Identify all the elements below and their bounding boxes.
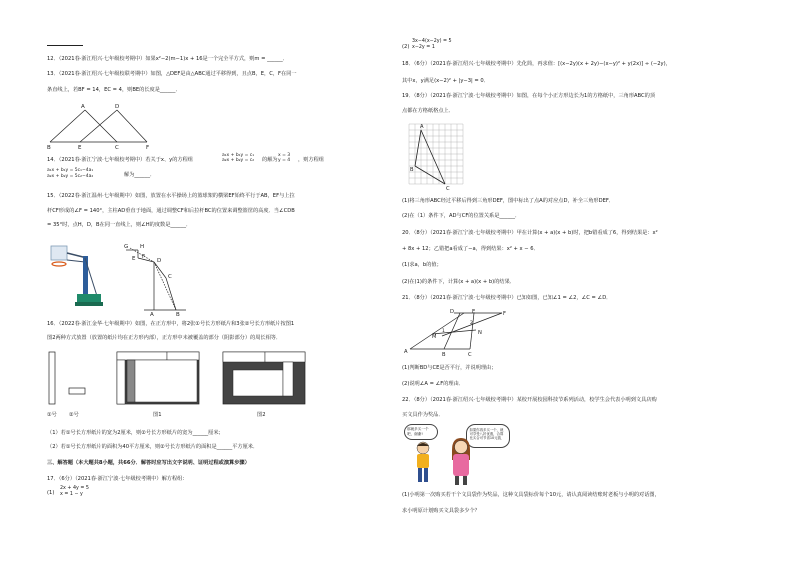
- fig15-label-C: C: [168, 274, 172, 280]
- blank-line: [47, 40, 83, 49]
- question-16-line2: 图2两种方式放置（放置的纸片均在正方形内部），正方形中未被覆盖的部分（阴影部分）的周长相等．: [47, 335, 282, 341]
- question-22-line1: 22．（8分）（2021春·浙江绍兴·七年级校考期中）某校开展校园科技节系列活动，校学生会代表小明到文具店购: [402, 397, 657, 403]
- fig21-label-B: B: [442, 352, 446, 358]
- figure-19-grid: [404, 120, 466, 192]
- dialogue-illustration: [404, 424, 512, 486]
- question-16-part1: （1）若①号长方形纸片的宽为2厘米，则②号长方形纸片的宽为______厘米；: [47, 430, 224, 436]
- shopkeeper-figure: [448, 436, 474, 486]
- question-14-line1: [47, 157, 193, 164]
- q14-solution: [278, 153, 290, 163]
- fig15-label-A: A: [150, 312, 154, 316]
- q17-2-eq2: x−2y = 1: [412, 45, 435, 50]
- fig13-label-D: D: [115, 104, 120, 110]
- figure-21-geometry: [402, 308, 514, 358]
- fig15-label-G: G: [124, 244, 129, 250]
- q14-sys1-eq2: a₂x + b₂y = c₂: [222, 158, 255, 163]
- fig21-label-D: D: [450, 309, 454, 315]
- q14-text-b: 的解为: [262, 157, 278, 163]
- q17-part1-number: (1): [47, 490, 55, 496]
- q14-system1: [222, 153, 254, 163]
- fig15-label-F: F: [142, 254, 146, 260]
- fig15-label-D: D: [157, 258, 162, 264]
- fig15-label-H: H: [140, 244, 145, 250]
- question-19-part1: (1)将三角形ABC经过平移后得到三角形DEF，图中标出了点A的对应点D，补全三角形DEF．: [402, 198, 615, 204]
- q14-text-c: ，则方程组: [298, 157, 324, 163]
- fig19-label-C: C: [446, 186, 450, 192]
- q14-sys2-eq2: a₂x + b₂y = 5c₂−4a₂: [47, 173, 94, 179]
- q14-text-a: 14．（2021春·浙江宁波·七年级校考期中）若关于x、y的方程组: [47, 157, 193, 163]
- question-16-line1: 16．（2022春·浙江金华·七年级期中）如图，在正方形中，将2张①号长方形纸片和3张②号长方形纸片按图1: [47, 321, 295, 327]
- question-16-part2: （2）若①号长方形纸片的面积为40平方厘米，则②号长方形纸片的面积是______平方厘米．: [47, 444, 259, 450]
- question-19-line1: 19．（8分）（2021春·浙江宁波·七年级校考期中）如图，在每个小正方形边长为1的方格纸中，三角形ABC的顶: [402, 93, 656, 99]
- question-20-part1: (1)求a，b的值；: [402, 262, 442, 268]
- question-22-line2: 买文具作为奖品．: [402, 412, 444, 418]
- q14-sol-y: y = 4: [278, 158, 291, 163]
- q17-eq2: x = 1 − y: [60, 492, 83, 497]
- question-15-line1: 15．（2022春·浙江温州·七年级期中）如图，放置在水平操场上的篮球架的横梁EF始终平行于AB，EF与上拉: [47, 193, 295, 199]
- figure-16-rectangles: [47, 348, 312, 424]
- question-21: 21．（8分）（2021春·浙江宁波·七年级校考期中）已知如图，已知∠1 = ∠2，∠C = ∠D．: [402, 295, 612, 301]
- question-15-line3: = 35°时，点H，D，B在同一直线上，则∠H的度数是______．: [47, 222, 192, 228]
- speech-bubble-shopkeeper: 如果你再多买一个，就可享受八折优惠，合算比买合可节省10元钱．: [466, 424, 510, 448]
- fig21-label-E: E: [472, 309, 476, 315]
- figure-15-geometry: [114, 240, 194, 316]
- fig16-label-one: ①号: [47, 412, 57, 418]
- question-15-line2: 杆CF形成的∠F = 140°，主柱AD垂直于地面，通过调整CF和后拉杆BC的位置来调整篮筐的高度．当∠CDB: [47, 208, 295, 214]
- question-20-line1: 20．（8分）（2021春·浙江宁波·七年级校考期中）甲在计算(x + a)(x + b)时，把b错看成了6，得到结果是：x²: [402, 230, 658, 236]
- question-21-part1: (1)判断BD与CE是否平行，并说明理由；: [402, 365, 497, 371]
- question-12: 12．（2021春·浙江绍兴·七年级校考期中）如果x²−2(m−1)x + 16是一个完全平方式，则m = ______．: [47, 56, 288, 62]
- fig21-label-2: 2: [470, 321, 473, 326]
- fig16-label-two: ②号: [69, 412, 79, 418]
- question-13-line1: 13．（2021春·浙江绍兴·七年级校联考期中）如图，△DEF是由△ABC通过平移得到，且点B，E，C，F在同一: [47, 71, 297, 77]
- question-20-line2: + 8x + 12；乙错把a看成了−a，得到结果：x² + x − 6．: [402, 246, 539, 252]
- fig13-label-C: C: [115, 145, 119, 150]
- fig16-figure2: [223, 352, 305, 418]
- question-21-part2: (2)说明∠A = ∠F的理由．: [402, 381, 464, 387]
- question-22-part1-line2: 求小明原计划购买文具袋多少个？: [402, 508, 480, 514]
- q17-2-eq1: 3x−4(x−2y) = 5: [412, 39, 452, 44]
- section-3-heading: 三、解答题（本大题共8小题，共66分．解答时应写出文字说明、证明过程或演算步骤）: [47, 460, 250, 466]
- fig21-label-A: A: [404, 349, 408, 355]
- q17-part2-number: (2): [402, 44, 410, 50]
- fig19-label-B: B: [410, 167, 414, 173]
- question-20-part2: (2)在(1)的条件下，计算(x + a)(x + b)的结果．: [402, 279, 515, 285]
- figure-13-triangles: [47, 102, 167, 150]
- q17-part2-system: [412, 39, 452, 51]
- fig21-label-M: M: [432, 334, 437, 340]
- q17-part1-system: [60, 486, 89, 498]
- fig21-label-1: 1: [442, 329, 445, 334]
- q14-sys2-eq1: a₁x + b₁y = 5c₁−4a₁: [47, 168, 94, 173]
- question-18-line1: 18．（6分）（2021春·浙江绍兴·七年级校考期中）先化简，再求值：[(x−2y)(x + 2y)−(x−y)² + y(2x)] ÷ (−2y)，: [402, 61, 671, 67]
- question-18-line2: 其中x，y满足(x−2)² + |y−3| = 0．: [402, 78, 489, 84]
- q17-eq1: 2x + 4y = 5: [60, 486, 89, 491]
- fig13-label-F: F: [146, 145, 150, 150]
- left-column: [42, 0, 402, 562]
- question-13-line2: 条直线上，若BF = 14，EC = 4，则BE的长度是______．: [47, 87, 181, 93]
- q14-system2: [47, 168, 93, 179]
- fig16-caption-1: 图1: [153, 412, 162, 418]
- question-22-part1-line1: (1)小明第一次购买若干个文具袋作为奖品，这种文具袋标价每个10元，请认真阅读结账时老板与小明的对话图，: [402, 492, 660, 498]
- fig21-label-C: C: [468, 352, 472, 358]
- question-17: 17．（6分）（2021春·浙江宁波·七年级校考期中）解方程组：: [47, 476, 188, 482]
- q14-sol-x: x = 3: [278, 153, 291, 158]
- fig15-label-E: E: [132, 256, 136, 262]
- right-column: [402, 0, 762, 562]
- fig13-label-B: B: [47, 145, 51, 150]
- basketball-stand-picture: [47, 238, 105, 314]
- fig21-label-N: N: [478, 330, 482, 336]
- speech-bubble-boy: 那就多买一个吧，谢谢!: [404, 424, 438, 440]
- fig13-label-E: E: [78, 145, 82, 150]
- q14-text-end: 解为______．: [124, 172, 156, 178]
- fig19-label-A: A: [420, 124, 424, 130]
- fig16-figure1: [117, 352, 199, 418]
- question-19-line2: 点都在方格纸格点上．: [402, 108, 454, 114]
- fig21-label-F: F: [503, 311, 506, 317]
- fig15-label-B: B: [176, 312, 180, 316]
- fig13-label-A: A: [81, 104, 85, 110]
- question-19-part2: (2)在（1）条件下，AD与CF的位置关系是______．: [402, 213, 521, 219]
- boy-figure: [412, 440, 434, 486]
- fig16-caption-2: 图2: [257, 412, 266, 418]
- q14-sys1-eq1: a₁x + b₁y = c₁: [222, 153, 255, 158]
